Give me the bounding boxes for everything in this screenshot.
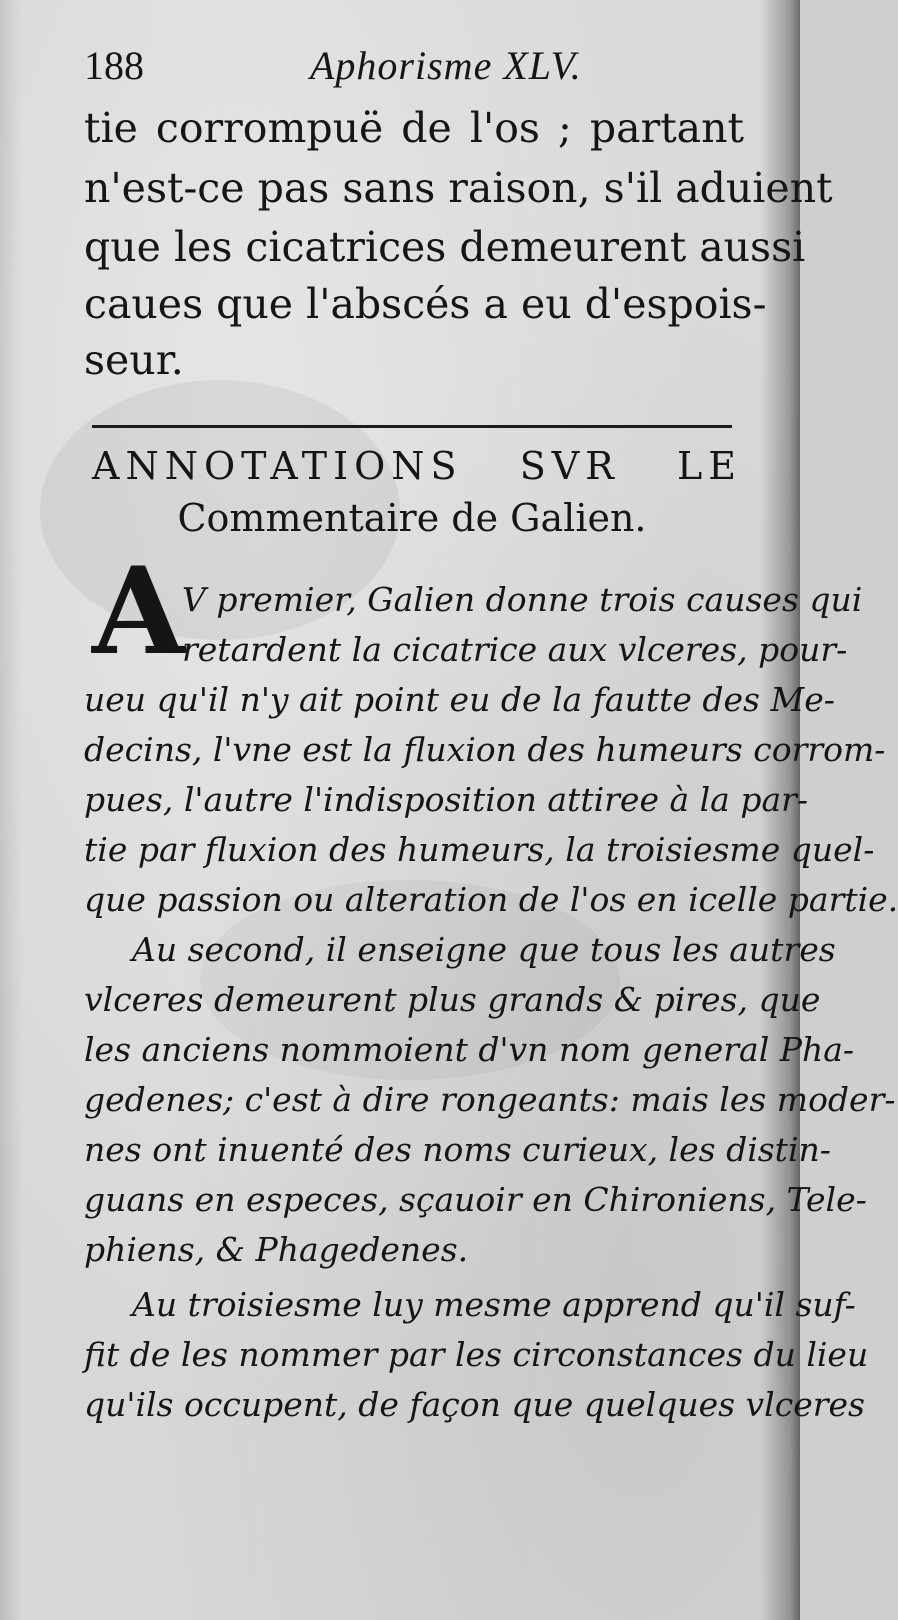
text-line: Au second, il enseigne que tous les autres (132, 930, 836, 969)
text-line: guans en especes, sçauoir en Chironiens, Tele- (84, 1180, 867, 1219)
text-line: fit de les nommer par les circonstances du lieu (84, 1335, 869, 1374)
text-line: gedenes; c'est à dire rongeants: mais les moder- (84, 1080, 896, 1119)
text-line: Au troisiesme luy mesme apprend qu'il suf- (132, 1285, 856, 1324)
text-line: V premier, Galien donne trois causes qui (182, 580, 863, 619)
text-line: les anciens nommoient d'vn nom general Pha- (84, 1030, 855, 1069)
text-line: decins, l'vne est la fluxion des humeurs corrom- (84, 730, 886, 769)
text-line: phiens, & Phagedenes. (84, 1230, 469, 1269)
section-divider (92, 425, 732, 428)
text-line: tie par fluxion des humeurs, la troisiesme quel- (84, 830, 875, 869)
text-line: ueu qu'il n'y ait point eu de la fautte des Me- (84, 680, 835, 719)
text-line: vlceres demeurent plus grands & pires, que (84, 980, 821, 1019)
running-head: Aphorisme XLV. (310, 43, 582, 88)
text-line: que les cicatrices demeurent aussi (84, 223, 806, 271)
text-line: tie corrompuë de l'os ; partant (84, 104, 744, 152)
text-line: retardent la cicatrice aux vlceres, pour- (182, 630, 848, 669)
text-line: que passion ou alteration de l'os en icelle partie. (84, 880, 898, 919)
drop-cap: A (92, 541, 186, 682)
text-line: nes ont inuenté des noms curieux, les distin- (84, 1130, 831, 1169)
page-header (84, 38, 664, 94)
text-line: seur. (84, 336, 184, 384)
text-line: caues que l'abscés a eu d'espois- (84, 280, 767, 328)
page-number: 188 (84, 43, 144, 88)
text-line: n'est-ce pas sans raison, s'il aduient (84, 164, 833, 212)
text-line: pues, l'autre l'indisposition attiree à la par- (84, 780, 809, 819)
section-heading: ANNOTATIONS SVR LE (92, 444, 742, 488)
section-subheading: Commentaire de Galien. (177, 496, 647, 540)
text-line: qu'ils occupent, de façon que quelques vlceres (84, 1385, 865, 1424)
